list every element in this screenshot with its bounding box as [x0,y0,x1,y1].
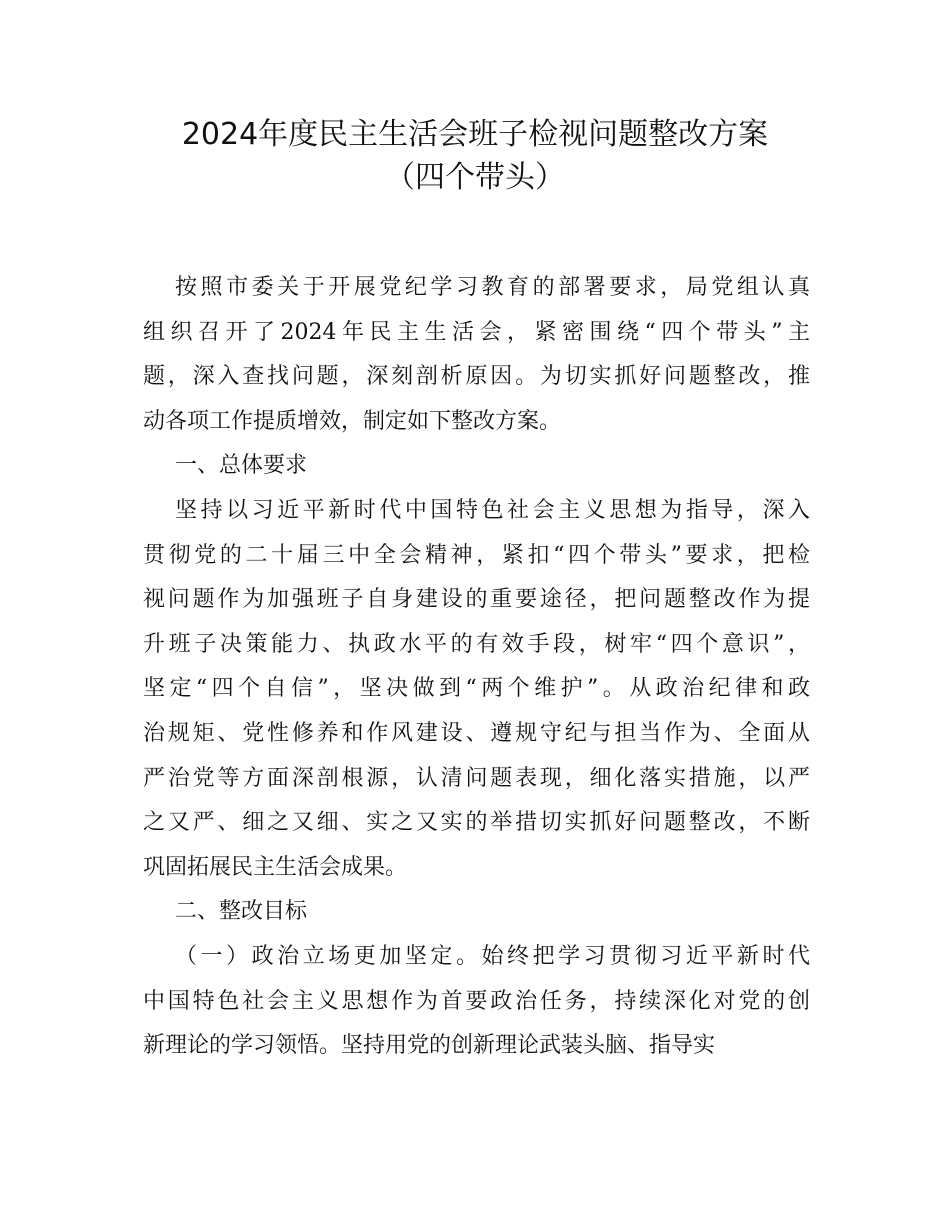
text-line: 巩固拓展民主生活会成果。 [143,854,408,880]
text-line: 坚定“四个自信”，坚决做到“两个维护”。从政治纪律和政 [143,676,810,702]
text-line: 坚持以习近平新时代中国特色社会主义思想为指导，深入 [175,497,810,523]
text-line: 题，深入查找问题，深刻剖析原因。为切实抓好问题整改，推 [143,364,810,390]
text-line: 组织召开了2024年民主生活会，紧密围绕“四个带头”主 [143,319,810,345]
text-line: 新理论的学习领悟。坚持用党的创新理论武装头脑、指导实 [143,1033,716,1059]
text-line: （一）政治立场更加坚定。始终把学习贯彻习近平新时代 [175,943,810,969]
text-line: 二、整改目标 [175,899,308,925]
paragraph [143,489,810,890]
text-line: 贯彻党的二十届三中全会精神，紧扣“四个带头”要求，把检 [143,542,810,568]
text-line: 按照市委关于开展党纪学习教育的部署要求，局党组认真 [175,275,810,300]
document-body [143,266,810,1069]
text-line: 之又严、细之又细、实之又实的举措切实抓好问题整改，不断 [143,810,810,836]
text-line: 治规矩、党性修养和作风建设、遵规守纪与担当作为、全面从 [143,720,810,746]
document-title: 2024年度民主生活会班子检视问题整改方案 [181,117,769,152]
text-line: 动各项工作提质增效，制定如下整改方案。 [143,408,562,434]
document-subtitle: （四个带头） [385,160,565,195]
text-line: 中国特色社会主义思想作为首要政治任务，持续深化对党的创 [143,988,810,1014]
text-line: 视问题作为加强班子自身建设的重要途径，把问题整改作为提 [143,587,810,613]
section-heading [143,444,810,489]
text-line: 严治党等方面深剖根源，认清问题表现，细化落实措施，以严 [143,765,810,791]
text-line: 一、总体要求 [175,453,308,479]
section-heading [143,890,810,935]
paragraph [143,935,810,1069]
text-line: 升班子决策能力、执政水平的有效手段，树牢“四个意识”， [143,631,810,657]
paragraph [143,266,810,444]
